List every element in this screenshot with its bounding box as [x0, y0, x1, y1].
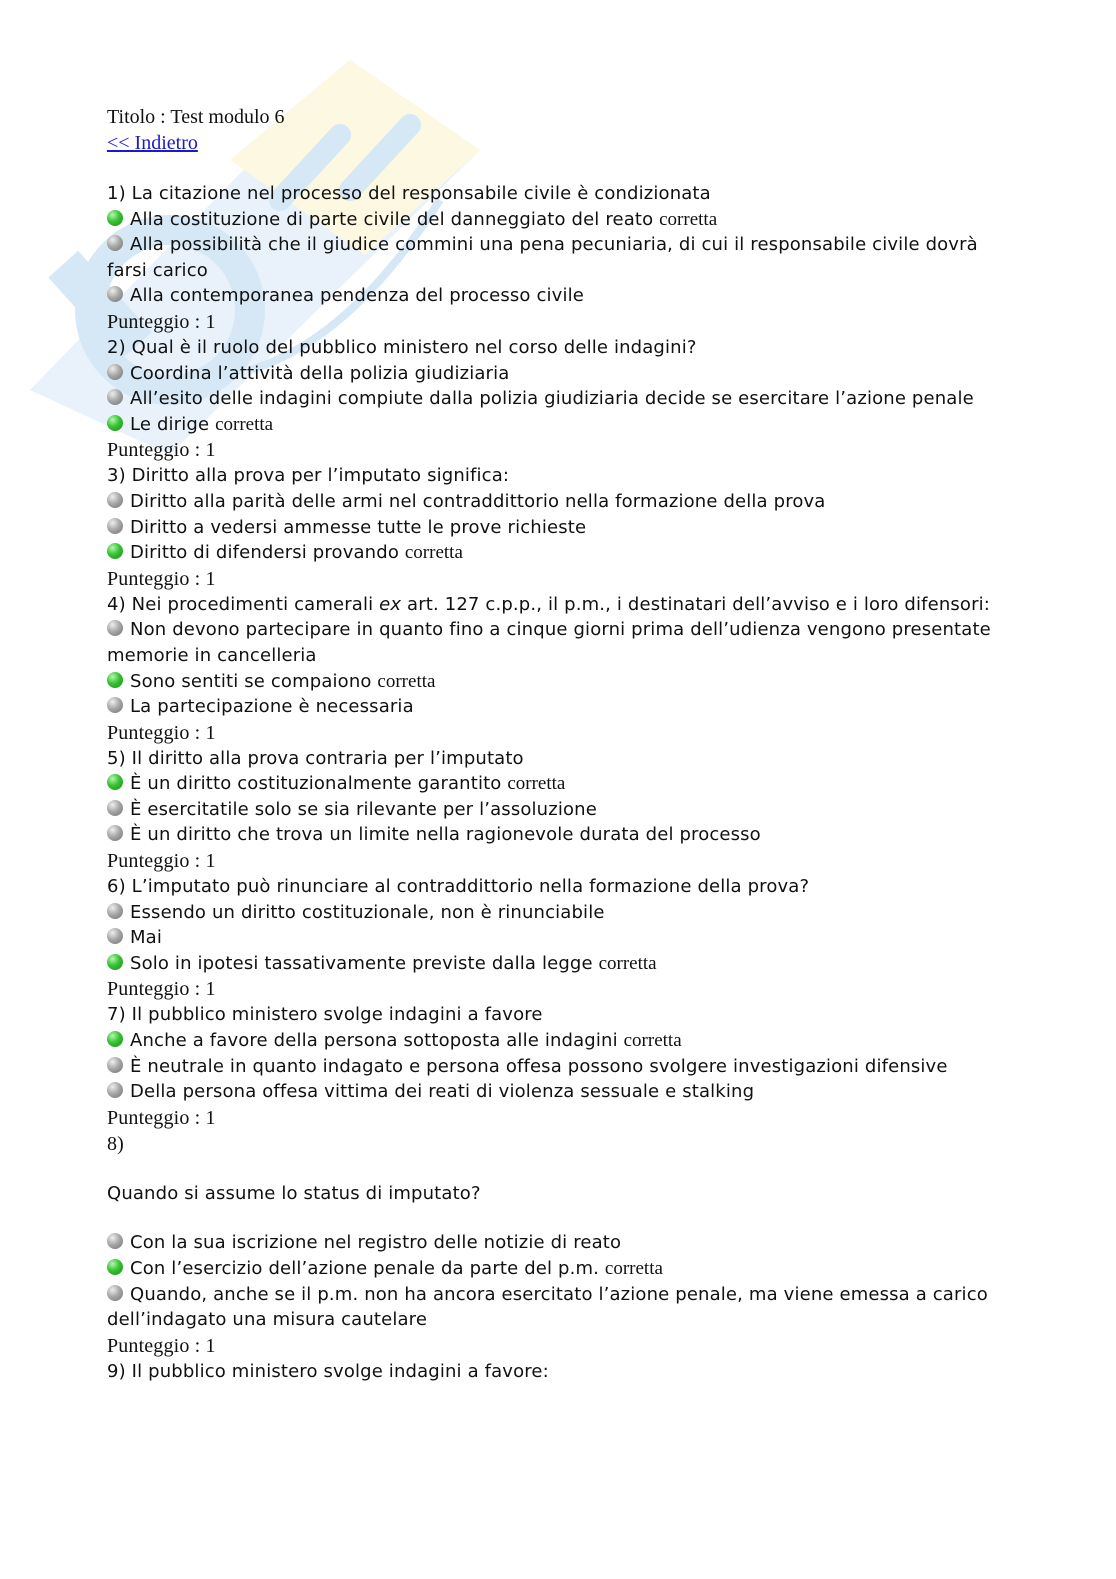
answer-option[interactable]: [107, 669, 1007, 695]
question-prompt: 9) Il pubblico ministero svolge indagini a favore:: [107, 1360, 549, 1382]
answer-text: Con la sua iscrizione nel registro delle notizie di reato: [130, 1232, 622, 1254]
radio-icon[interactable]: [107, 620, 123, 636]
question-block: [107, 1359, 1007, 1385]
score-label: Punteggio : 1: [107, 439, 216, 462]
answer-option[interactable]: [107, 771, 1007, 797]
answer-text: La partecipazione è necessaria: [130, 696, 414, 718]
answer-option[interactable]: [107, 207, 1007, 233]
correct-radio-icon[interactable]: [107, 543, 123, 559]
question-prompt: 7) Il pubblico ministero svolge indagini a favore: [107, 1004, 543, 1026]
answer-option[interactable]: [107, 412, 1007, 438]
question-number: 8): [107, 1132, 124, 1155]
answer-option[interactable]: [107, 540, 1007, 566]
answer-option[interactable]: [107, 1028, 1007, 1054]
question-prompt: [107, 592, 1007, 618]
answer-option[interactable]: [107, 900, 1007, 926]
answer-option[interactable]: [107, 797, 1007, 823]
answer-text: Le dirige: [130, 413, 210, 435]
radio-icon[interactable]: [107, 697, 123, 713]
question-prompt: 3) Diritto alla prova per l’imputato significa:: [107, 465, 510, 487]
answer-text: Coordina l’attività della polizia giudiziaria: [130, 362, 510, 384]
answer-text: Alla costituzione di parte civile del danneggiato del reato: [130, 208, 654, 230]
answer-option[interactable]: [107, 694, 1007, 720]
question-block: [107, 592, 1007, 746]
correct-radio-icon[interactable]: [107, 672, 123, 688]
answer-text: Essendo un diritto costituzionale, non è rinunciabile: [130, 901, 605, 923]
score-label: Punteggio : 1: [107, 1106, 216, 1129]
correct-mark: corretta: [404, 542, 463, 564]
question-prompt: 1) La citazione nel processo del responsabile civile è condizionata: [107, 183, 711, 204]
answer-option[interactable]: [107, 515, 1007, 541]
answer-text: Alla contemporanea pendenza del processo civile: [130, 285, 584, 307]
radio-icon[interactable]: [107, 389, 123, 405]
prompt-emphasis: ex: [379, 593, 402, 615]
back-link[interactable]: << Indietro: [107, 132, 198, 154]
answer-text: Anche a favore della persona sottoposta alle indagini: [130, 1030, 618, 1052]
correct-mark: corretta: [215, 413, 274, 435]
answer-text: Diritto a vedersi ammesse tutte le prove richieste: [130, 516, 587, 538]
score-label: Punteggio : 1: [107, 978, 216, 1001]
answer-text: Mai: [130, 927, 163, 949]
radio-icon[interactable]: [107, 286, 123, 302]
score-label: Punteggio : 1: [107, 1334, 216, 1357]
answer-option[interactable]: [107, 925, 1007, 951]
radio-icon[interactable]: [107, 364, 123, 380]
answer-text: Solo in ipotesi tassativamente previste dalla legge: [130, 952, 593, 974]
correct-mark: corretta: [604, 1258, 663, 1279]
answer-option[interactable]: [107, 1079, 1007, 1105]
question-block: [107, 1131, 1007, 1359]
answer-text: All’esito delle indagini compiute dalla polizia giudiziaria decide se esercitare l’azione penale: [130, 388, 974, 410]
page-title: Titolo : Test modulo 6: [107, 106, 285, 128]
answer-option[interactable]: [107, 1230, 1007, 1256]
radio-icon[interactable]: [107, 825, 123, 841]
radio-icon[interactable]: [107, 800, 123, 816]
answer-text: È esercitatile solo se sia rilevante per l’assoluzione: [130, 798, 597, 820]
answer-option[interactable]: [107, 386, 1007, 412]
correct-mark: corretta: [598, 952, 657, 974]
question-block: [107, 1002, 1007, 1130]
answer-text: È un diritto costituzionalmente garantito: [130, 773, 502, 795]
answer-option[interactable]: [107, 1256, 1007, 1282]
answer-option[interactable]: [107, 951, 1007, 977]
answer-text: Diritto di difendersi provando: [130, 542, 399, 564]
correct-mark: corretta: [377, 670, 436, 692]
radio-icon[interactable]: [107, 492, 123, 508]
correct-radio-icon[interactable]: [107, 774, 123, 790]
radio-icon[interactable]: [107, 1285, 123, 1301]
answer-text: Sono sentiti se compaiono: [130, 670, 372, 692]
question-block: [107, 181, 1007, 335]
answer-text: Con l’esercizio dell’azione penale da parte del p.m.: [130, 1258, 600, 1279]
question-prompt: 6) L’imputato può rinunciare al contraddittorio nella formazione della prova?: [107, 876, 810, 898]
question-block: [107, 874, 1007, 1002]
prompt-text: 4) Nei procedimenti camerali: [107, 593, 380, 615]
score-label: Punteggio : 1: [107, 850, 216, 873]
radio-icon[interactable]: [107, 1057, 123, 1073]
answer-text: È neutrale in quanto indagato e persona offesa possono svolgere investigazioni difensive: [130, 1055, 948, 1077]
question-prompt: 5) Il diritto alla prova contraria per l’imputato: [107, 747, 524, 769]
question-block: [107, 463, 1007, 591]
answer-option[interactable]: [107, 232, 1007, 283]
question-prompt: Quando si assume lo status di imputato?: [107, 1182, 481, 1204]
radio-icon[interactable]: [107, 1233, 123, 1249]
correct-radio-icon[interactable]: [107, 954, 123, 970]
answer-option[interactable]: [107, 283, 1007, 309]
score-label: Punteggio : 1: [107, 721, 216, 744]
question-prompt: 2) Qual è il ruolo del pubblico ministero nel corso delle indagini?: [107, 336, 697, 358]
radio-icon[interactable]: [107, 518, 123, 534]
answer-text: Alla possibilità che il giudice commini una pena pecuniaria, di cui il responsabile civile dovrà farsi carico: [107, 234, 978, 281]
test-page: [107, 104, 1007, 1384]
answer-option[interactable]: [107, 617, 1007, 668]
answer-text: Non devono partecipare in quanto fino a cinque giorni prima dell’udienza vengono presentate memorie in cancelleria: [107, 619, 991, 666]
radio-icon[interactable]: [107, 903, 123, 919]
answer-option[interactable]: [107, 1282, 1007, 1333]
answer-option[interactable]: [107, 361, 1007, 387]
correct-mark: corretta: [507, 773, 566, 795]
answer-text: Quando, anche se il p.m. non ha ancora esercitato l’azione penale, ma viene emessa a carico dell’indagato una misura cautelare: [107, 1283, 988, 1331]
question-block: [107, 335, 1007, 463]
score-label: Punteggio : 1: [107, 567, 216, 590]
correct-radio-icon[interactable]: [107, 415, 123, 431]
answer-text: Della persona offesa vittima dei reati di violenza sessuale e stalking: [130, 1081, 755, 1103]
correct-radio-icon[interactable]: [107, 1259, 123, 1275]
answer-text: È un diritto che trova un limite nella ragionevole durata del processo: [130, 824, 761, 846]
score-label: Punteggio : 1: [107, 310, 216, 333]
question-list: [107, 181, 1007, 1384]
answer-option[interactable]: [107, 489, 1007, 515]
correct-mark: corretta: [623, 1030, 682, 1052]
answer-text: Diritto alla parità delle armi nel contraddittorio nella formazione della prova: [130, 490, 826, 512]
answer-option[interactable]: [107, 822, 1007, 848]
radio-icon[interactable]: [107, 235, 123, 251]
correct-radio-icon[interactable]: [107, 1031, 123, 1047]
correct-mark: corretta: [659, 208, 718, 230]
answer-option[interactable]: [107, 1054, 1007, 1080]
correct-radio-icon[interactable]: [107, 210, 123, 226]
question-block: [107, 746, 1007, 874]
prompt-text: art. 127 c.p.p., il p.m., i destinatari dell’avviso e i loro difensori:: [401, 593, 990, 615]
radio-icon[interactable]: [107, 1082, 123, 1098]
radio-icon[interactable]: [107, 928, 123, 944]
